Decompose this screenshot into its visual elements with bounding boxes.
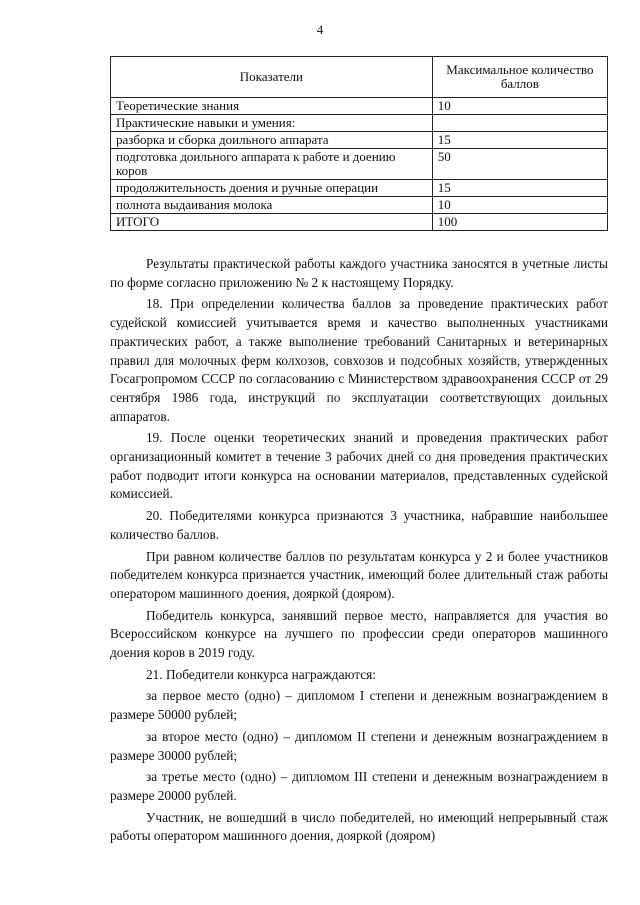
paragraph-equal-points: При равном количестве баллов по результатам конкурса у 2 и более участников победителем конкурса признается участник, имеющий более длительный стаж работы оператором машинного доения, дояркой (дояром).	[110, 548, 608, 601]
row-label: полнота выдаивания молока	[111, 197, 433, 214]
page-number: 4	[316, 22, 324, 37]
table-total-row	[111, 214, 608, 231]
paragraph-20: 20. Победителями конкурса признаются 3 участника, набравшие наибольшее количество баллов.	[110, 508, 608, 542]
paragraph-winner: Победитель конкурса, занявший первое место, направляется для участия во Всероссийском конкурсе на лучшего по профессии среди операторов машинного доения коров в 2019 году.	[110, 607, 608, 661]
row-value: 10	[432, 197, 607, 214]
row-label: Практические навыки и умения:	[111, 115, 433, 132]
body-text	[110, 255, 608, 849]
table-row	[111, 197, 608, 214]
row-label: продолжительность доения и ручные операции	[111, 180, 433, 197]
paragraph-19: 19. После оценки теоретических знаний и проведения практических работ организационный комитет в течение 3 рабочих дней со дня проведения практических работ подводит итоги конкурса на основании материалов, представленных судейской комиссией.	[110, 430, 608, 502]
paragraph-participant: Участник, не вошедший в число победителей, но имеющий непрерывный стаж работы оператором машинного доения, дояркой (дояром)	[110, 809, 608, 844]
award-second: за второе место (одно) – дипломом II степени и денежным вознаграждением в размере 30000 рублей;	[110, 728, 608, 763]
row-value: 50	[432, 149, 607, 180]
paragraph-21: 21. Победители конкурса награждаются:	[146, 666, 376, 682]
total-label: ИТОГО	[111, 214, 433, 231]
table-row	[111, 132, 608, 149]
scores-table	[110, 56, 608, 231]
row-label: подготовка доильного аппарата к работе и доению коров	[111, 149, 433, 180]
table-row	[111, 115, 608, 132]
paragraph-18: 18. При определении количества баллов за проведение практических работ судейской комиссией учитывается время и качество выполненных участниками практических работ, а также выполнение требований Санитарных и ветеринарных правил для молочных ферм колхозов, совхозов и подсобных хозяйств, утвержденных Госагропромом СССР по согласованию с Министерством здравоохранения СССР от 29 сентября 1986 года, инструкций по эксплуатации соответствующих доильных аппаратов.	[110, 296, 608, 424]
total-value: 100	[432, 214, 607, 231]
award-third: за третье место (одно) – дипломом III степени и денежным вознаграждением в размере 20000 рублей.	[110, 769, 608, 803]
row-value: 15	[432, 180, 607, 197]
table-row	[111, 149, 608, 180]
paragraph-results: Результаты практической работы каждого участника заносятся в учетные листы по форме согласно приложению № 2 к настоящему Порядку.	[110, 256, 608, 290]
row-value: 15	[432, 132, 607, 149]
header-indicators: Показатели	[111, 57, 433, 98]
row-value: 10	[432, 98, 607, 115]
table-row	[111, 98, 608, 115]
header-max-points: Максимальное количество баллов	[432, 57, 607, 98]
row-label: Теоретические знания	[111, 98, 433, 115]
row-value	[432, 115, 607, 132]
row-label: разборка и сборка доильного аппарата	[111, 132, 433, 149]
award-first: за первое место (одно) – дипломом I степени и денежным вознаграждением в размере 50000 рублей;	[110, 688, 608, 723]
table-row	[111, 180, 608, 197]
table-header-row	[111, 57, 608, 98]
